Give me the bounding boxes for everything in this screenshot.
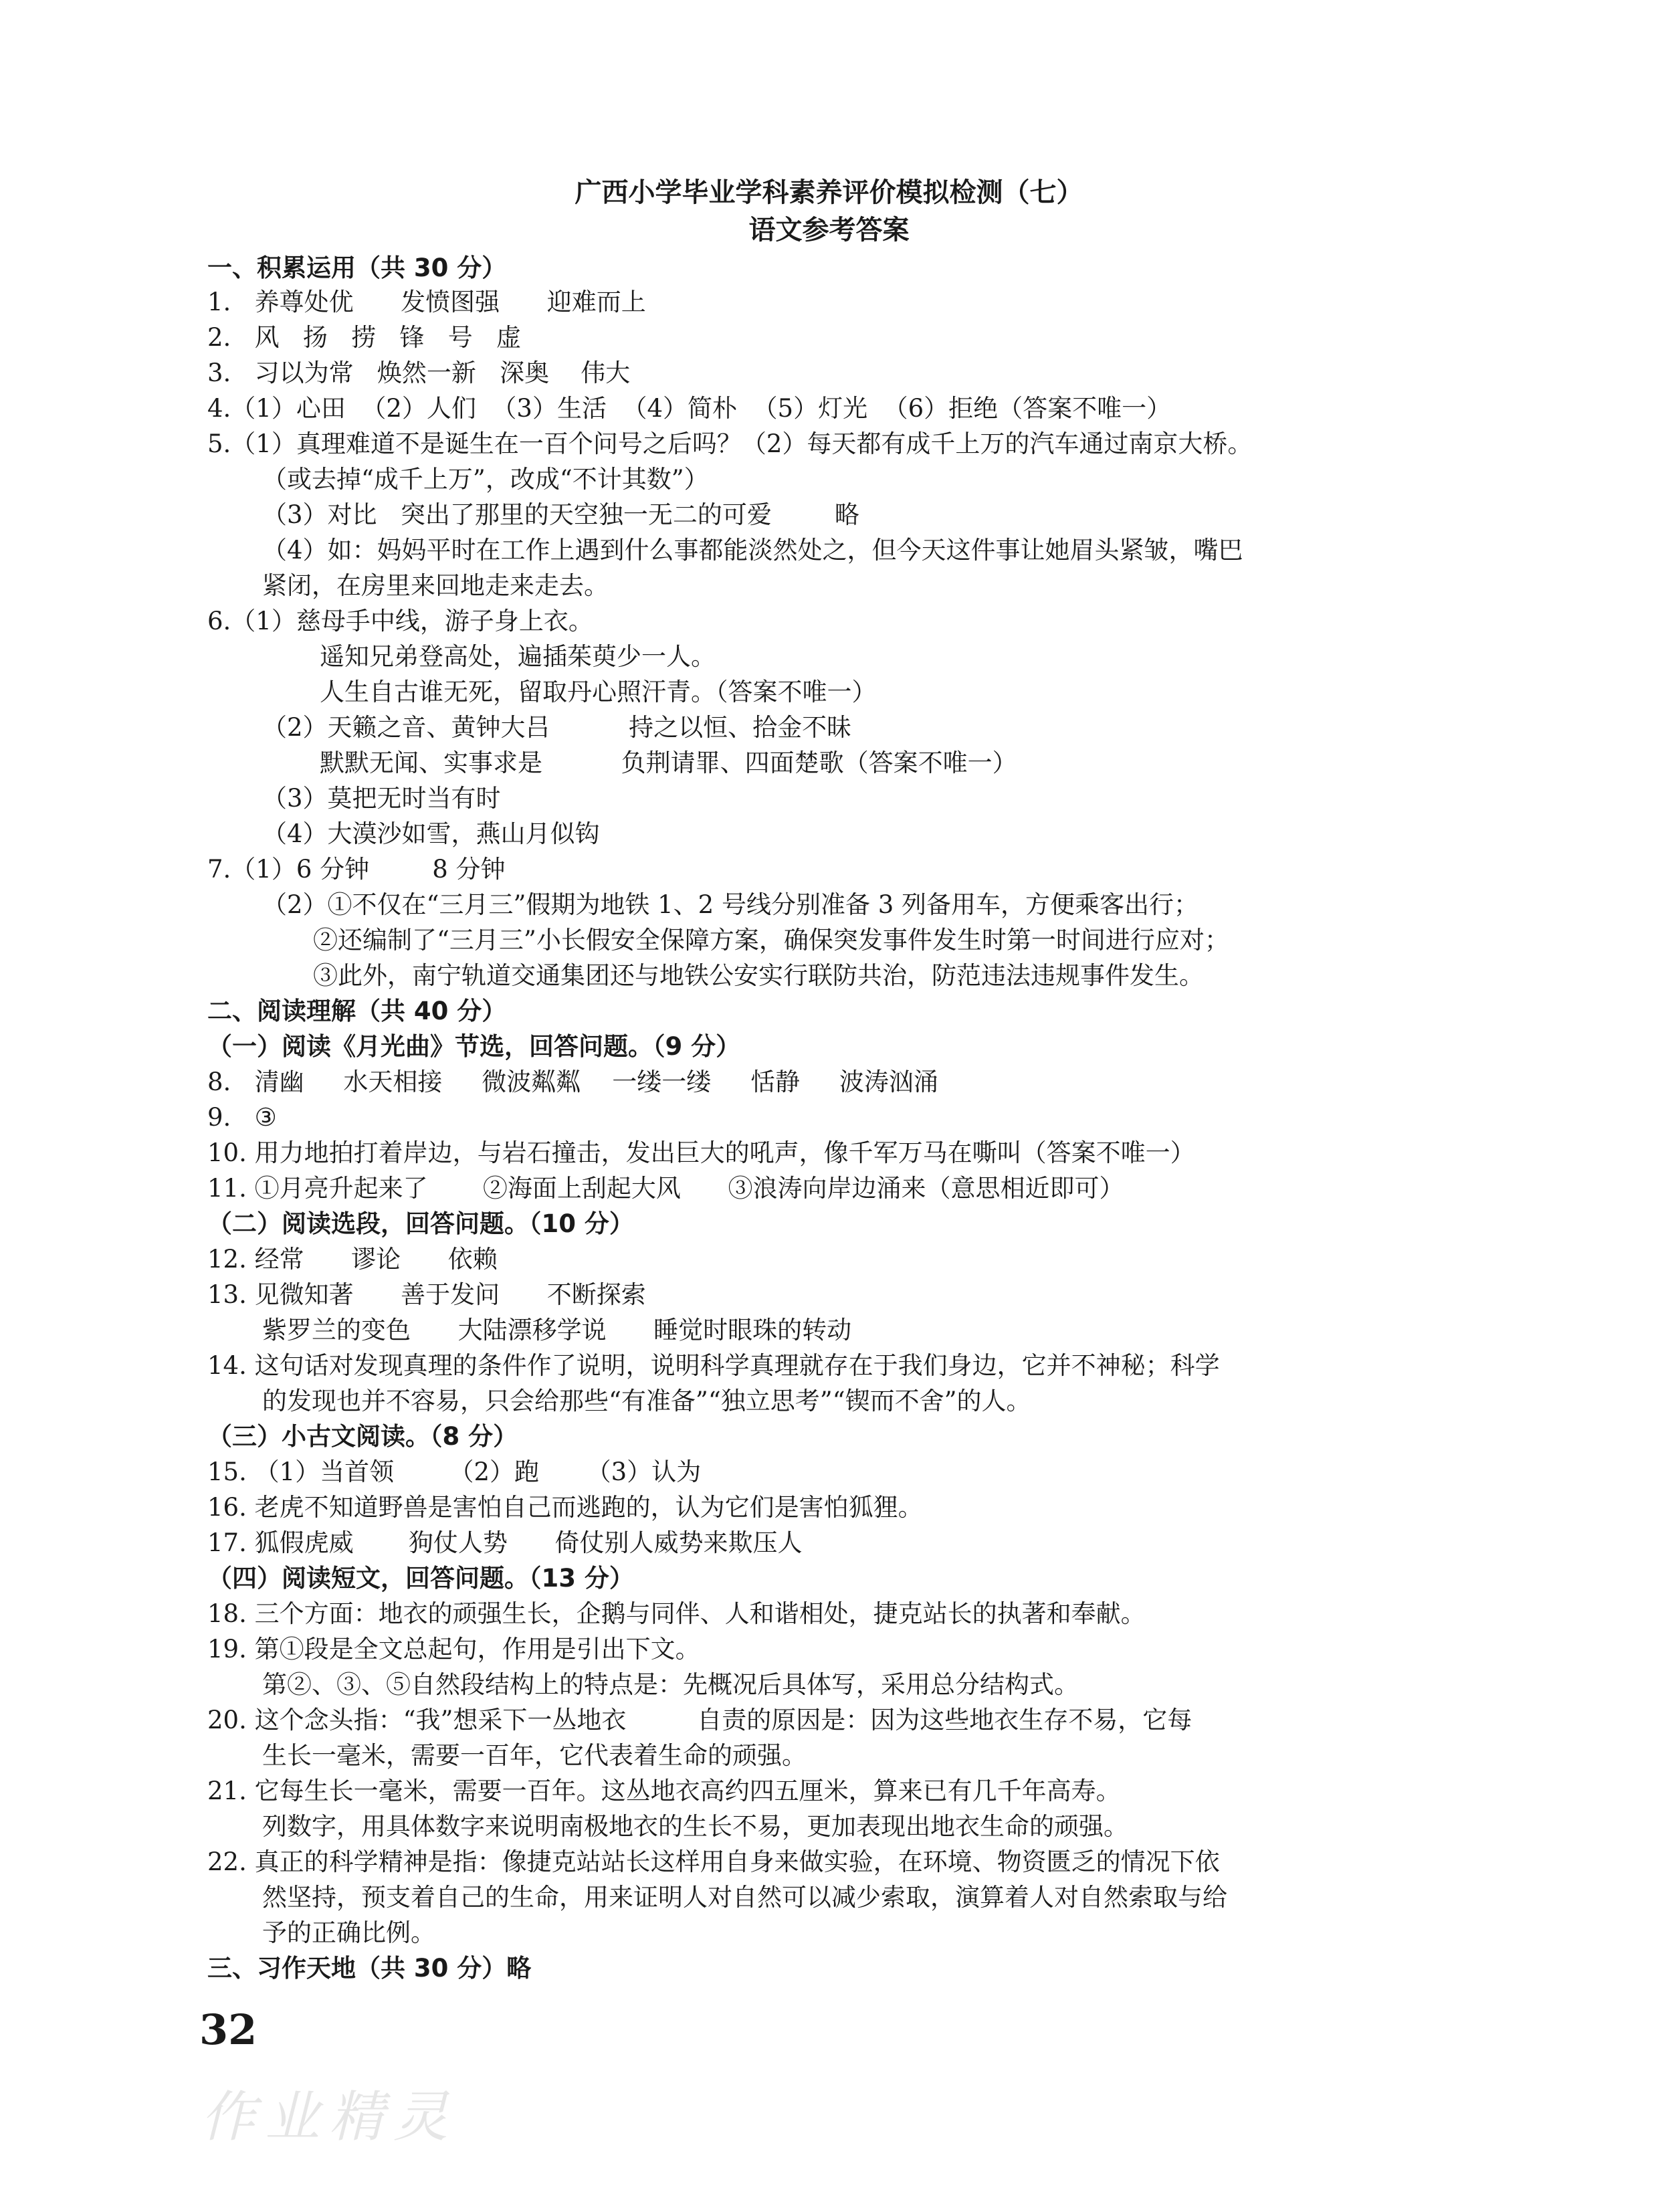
answer-line: 22. 真正的科学精神是指：像捷克站站长这样用自身来做实验，在环境、物资匮乏的情况下依 [207, 1847, 1220, 1876]
section-heading: 一、积累运用（共 30 分） [207, 254, 507, 282]
answer-line: 列数字，用具体数字来说明南极地衣的生长不易，更加表现出地衣生命的顽强。 [262, 1812, 1128, 1841]
answer-line: （4）大漠沙如雪，燕山月似钩 [262, 819, 600, 848]
answer-line: 遥知兄弟登高处，遍插茱萸少一人。 [320, 642, 716, 671]
answer-line: 13. 见微知著 善于发问 不断探索 [207, 1280, 646, 1309]
answer-line: 17. 狐假虎威 狗仗人势 倚仗别人威势来欺压人 [207, 1528, 803, 1557]
answer-line: 16. 老虎不知道野兽是害怕自己而逃跑的，认为它们是害怕狐狸。 [207, 1493, 923, 1522]
answer-line: 紧闭，在房里来回地走来走去。 [262, 571, 609, 600]
answer-line: ②还编制了“三月三”小长假安全保障方案，确保突发事件发生时第一时间进行应对； [313, 926, 1229, 954]
watermark-text: 作业精灵 [201, 2086, 457, 2149]
answer-line: 11. ①月亮升起来了 ②海面上刮起大风 ③浪涛向岸边涌来（意思相近即可） [207, 1174, 1124, 1203]
answer-line: ③此外，南宁轨道交通集团还与地铁公安实行联防共治，防范违法违规事件发生。 [313, 961, 1204, 990]
answer-line: 5.（1）真理难道不是诞生在一百个问号之后吗？（2）每天都有成千上万的汽车通过南京大桥。 [207, 429, 1253, 458]
answer-line: 7.（1）6 分钟 8 分钟 [207, 855, 506, 884]
answer-line: （3）对比 突出了那里的天空独一无二的可爱 略 [262, 500, 859, 529]
answer-line: 20. 这个念头指：“我”想采下一丛地衣 自责的原因是：因为这些地衣生存不易，它每 [207, 1706, 1193, 1734]
section-heading: （一）阅读《月光曲》节选，回答问题。（9 分） [207, 1032, 741, 1061]
answer-line: 予的正确比例。 [262, 1918, 435, 1947]
answer-line: 4.（1）心田 （2）人们 （3）生活 （4）简朴 （5）灯光 （6）拒绝（答案不唯一） [207, 394, 1172, 423]
answer-line: 1. 养尊处优 发愤图强 迎难而上 [207, 288, 646, 316]
answer-line: 10. 用力地拍打着岸边，与岩石撞击，发出巨大的吼声，像千军万马在嘶叫（答案不唯一） [207, 1138, 1195, 1167]
answer-line: 人生自古谁无死，留取丹心照汗青。（答案不唯一） [320, 678, 877, 706]
answer-line: （2）天籁之音、黄钟大吕 持之以恒、拾金不昧 [262, 713, 852, 742]
section-heading: （四）阅读短文，回答问题。（13 分） [207, 1564, 634, 1593]
answer-line: 8. 清幽 水天相接 微波粼粼 一缕一缕 恬静 波涛汹涌 [207, 1068, 938, 1096]
answer-line: 3. 习以为常 焕然一新 深奥 伟大 [207, 359, 631, 387]
answer-line: （4）如：妈妈平时在工作上遇到什么事都能淡然处之，但今天这件事让她眉头紧皱，嘴巴 [262, 536, 1243, 565]
answer-line: 第②、③、⑤自然段结构上的特点是：先概况后具体写，采用总分结构式。 [262, 1670, 1079, 1699]
answer-line: 19. 第①段是全文总起句，作用是引出下文。 [207, 1635, 700, 1664]
answer-line: 14. 这句话对发现真理的条件作了说明，说明科学真理就存在于我们身边，它并不神秘；科学 [207, 1351, 1220, 1380]
answer-line: 默默无闻、实事求是 负荆请罪、四面楚歌（答案不唯一） [320, 748, 1017, 777]
answer-line: 9. ③ [207, 1103, 277, 1132]
answer-line: 18. 三个方面：地衣的顽强生长，企鹅与同伴、人和谐相处，捷克站长的执著和奉献。 [207, 1599, 1146, 1628]
answer-line: 然坚持，预支着自己的生命，用来证明人对自然可以减少索取，演算着人对自然索取与给 [262, 1883, 1227, 1912]
answer-line: 生长一毫米，需要一百年，它代表着生命的顽强。 [262, 1741, 807, 1770]
document-title: 广西小学毕业学科素养评价模拟检测（七） [575, 177, 1083, 208]
answer-line: 的发现也并不容易，只会给那些“有准备”“独立思考”“锲而不舍”的人。 [262, 1387, 1031, 1415]
answer-line: 6.（1）慈母手中线，游子身上衣。 [207, 607, 593, 635]
answer-line: （2）①不仅在“三月三”假期为地铁 1、2 号线分别准备 3 列备用车，方便乘客出行； [262, 890, 1199, 919]
document-subtitle: 语文参考答案 [748, 215, 910, 245]
section-heading: （二）阅读选段，回答问题。（10 分） [207, 1209, 634, 1238]
answer-line: 15. （1）当首领 （2）跑 （3）认为 [207, 1457, 702, 1486]
answer-line: （或去掉“成千上万”，改成“不计其数”） [262, 465, 709, 494]
answer-line: （3）莫把无时当有时 [262, 784, 501, 813]
answer-line: 紫罗兰的变色 大陆漂移学说 睡觉时眼珠的转动 [262, 1316, 852, 1344]
section-heading: （三）小古文阅读。（8 分） [207, 1422, 518, 1451]
section-heading: 三、习作天地（共 30 分）略 [207, 1954, 532, 1983]
page-number: 32 [199, 2005, 257, 2054]
answer-line: 2. 风 扬 捞 锋 号 虚 [207, 323, 522, 352]
answer-line: 12. 经常 谬论 依赖 [207, 1245, 498, 1274]
section-heading: 二、阅读理解（共 40 分） [207, 997, 507, 1025]
answer-line: 21. 它每生长一毫米，需要一百年。这丛地衣高约四五厘米，算来已有几千年高寿。 [207, 1777, 1121, 1805]
